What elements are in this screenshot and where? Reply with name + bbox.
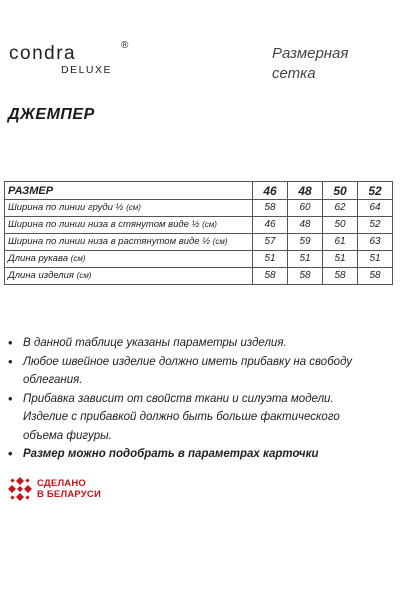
row-unit: (см) bbox=[126, 203, 141, 212]
made-in-line-1: СДЕЛАНО bbox=[37, 478, 87, 489]
table-row bbox=[5, 268, 393, 285]
table-cell: 58 bbox=[288, 268, 323, 285]
row-unit: (см) bbox=[70, 254, 86, 263]
row-unit: (см) bbox=[202, 220, 217, 229]
table-cell: 60 bbox=[288, 200, 323, 217]
size-header-cell: 50 bbox=[323, 182, 358, 200]
table-cell: 59 bbox=[288, 234, 323, 251]
table-cell: 58 bbox=[323, 268, 358, 285]
row-label bbox=[5, 251, 253, 268]
table-cell: 51 bbox=[288, 251, 323, 268]
size-table bbox=[4, 181, 393, 285]
row-label-text: Ширина по линии груди ½ bbox=[8, 202, 124, 213]
table-cell: 46 bbox=[253, 217, 288, 234]
notes-list bbox=[8, 334, 380, 464]
table-row bbox=[5, 234, 393, 251]
row-label bbox=[5, 234, 253, 251]
bullet-icon: • bbox=[8, 390, 13, 406]
note-item bbox=[8, 334, 380, 353]
row-label bbox=[5, 268, 253, 285]
table-cell: 50 bbox=[323, 217, 358, 234]
product-name: ДЖЕМПЕР bbox=[8, 106, 95, 123]
note-item bbox=[8, 390, 380, 446]
row-unit: (см) bbox=[212, 237, 228, 246]
table-cell: 48 bbox=[288, 217, 323, 234]
table-cell: 51 bbox=[358, 251, 393, 268]
made-in-text bbox=[37, 478, 101, 500]
row-label-text: Ширина по линии низа в растянутом виде ½ bbox=[8, 236, 211, 247]
size-header-label: РАЗМЕР bbox=[5, 182, 253, 200]
note-text: Любое швейное изделие должно иметь прибавку на свободу облегания. bbox=[23, 355, 353, 386]
registered-mark: ® bbox=[121, 40, 129, 51]
chart-title-line-2: сетка bbox=[272, 65, 316, 82]
made-in-belarus-badge bbox=[7, 476, 101, 502]
table-cell: 52 bbox=[358, 217, 393, 234]
table-cell: 63 bbox=[358, 234, 393, 251]
brand-subline: DELUXE bbox=[61, 64, 113, 76]
made-in-line-2: В БЕЛАРУСИ bbox=[37, 489, 102, 500]
table-cell: 51 bbox=[323, 251, 358, 268]
bullet-icon: • bbox=[8, 353, 13, 369]
note-text: Размер можно подобрать в параметрах карточки bbox=[23, 448, 319, 460]
table-cell: 64 bbox=[358, 200, 393, 217]
ornament-icon bbox=[7, 476, 33, 502]
row-label-text: Ширина по линии низа в стянутом виде ½ bbox=[8, 219, 200, 230]
size-header-cell: 48 bbox=[288, 182, 323, 200]
table-row bbox=[5, 200, 393, 217]
table-row bbox=[5, 217, 393, 234]
row-unit: (см) bbox=[76, 271, 92, 280]
note-text: В данной таблице указаны параметры изделия. bbox=[23, 337, 287, 349]
size-header-cell: 46 bbox=[253, 182, 288, 200]
note-text: Прибавка зависит от свойств ткани и силуэта модели. Изделие с прибавкой должно быть больше фактического объема фигуры. bbox=[23, 392, 340, 442]
chart-title bbox=[272, 44, 392, 84]
table-cell: 62 bbox=[323, 200, 358, 217]
size-table-header bbox=[5, 182, 393, 200]
row-label bbox=[5, 217, 253, 234]
brand-logo bbox=[9, 40, 149, 76]
table-cell: 58 bbox=[253, 268, 288, 285]
table-cell: 57 bbox=[253, 234, 288, 251]
note-item-emphasis bbox=[8, 445, 380, 464]
row-label-text: Длина изделия bbox=[8, 270, 75, 281]
table-cell: 58 bbox=[253, 200, 288, 217]
table-row bbox=[5, 251, 393, 268]
chart-title-line-1: Размерная bbox=[272, 45, 349, 62]
table-cell: 51 bbox=[253, 251, 288, 268]
note-item bbox=[8, 353, 380, 390]
size-header-cell: 52 bbox=[358, 182, 393, 200]
bullet-icon: • bbox=[8, 446, 13, 461]
brand-name: condra bbox=[9, 43, 77, 64]
table-cell: 61 bbox=[323, 234, 358, 251]
table-cell: 58 bbox=[358, 268, 393, 285]
bullet-icon: • bbox=[8, 335, 13, 350]
row-label bbox=[5, 200, 253, 217]
row-label-text: Длина рукава bbox=[8, 253, 69, 264]
